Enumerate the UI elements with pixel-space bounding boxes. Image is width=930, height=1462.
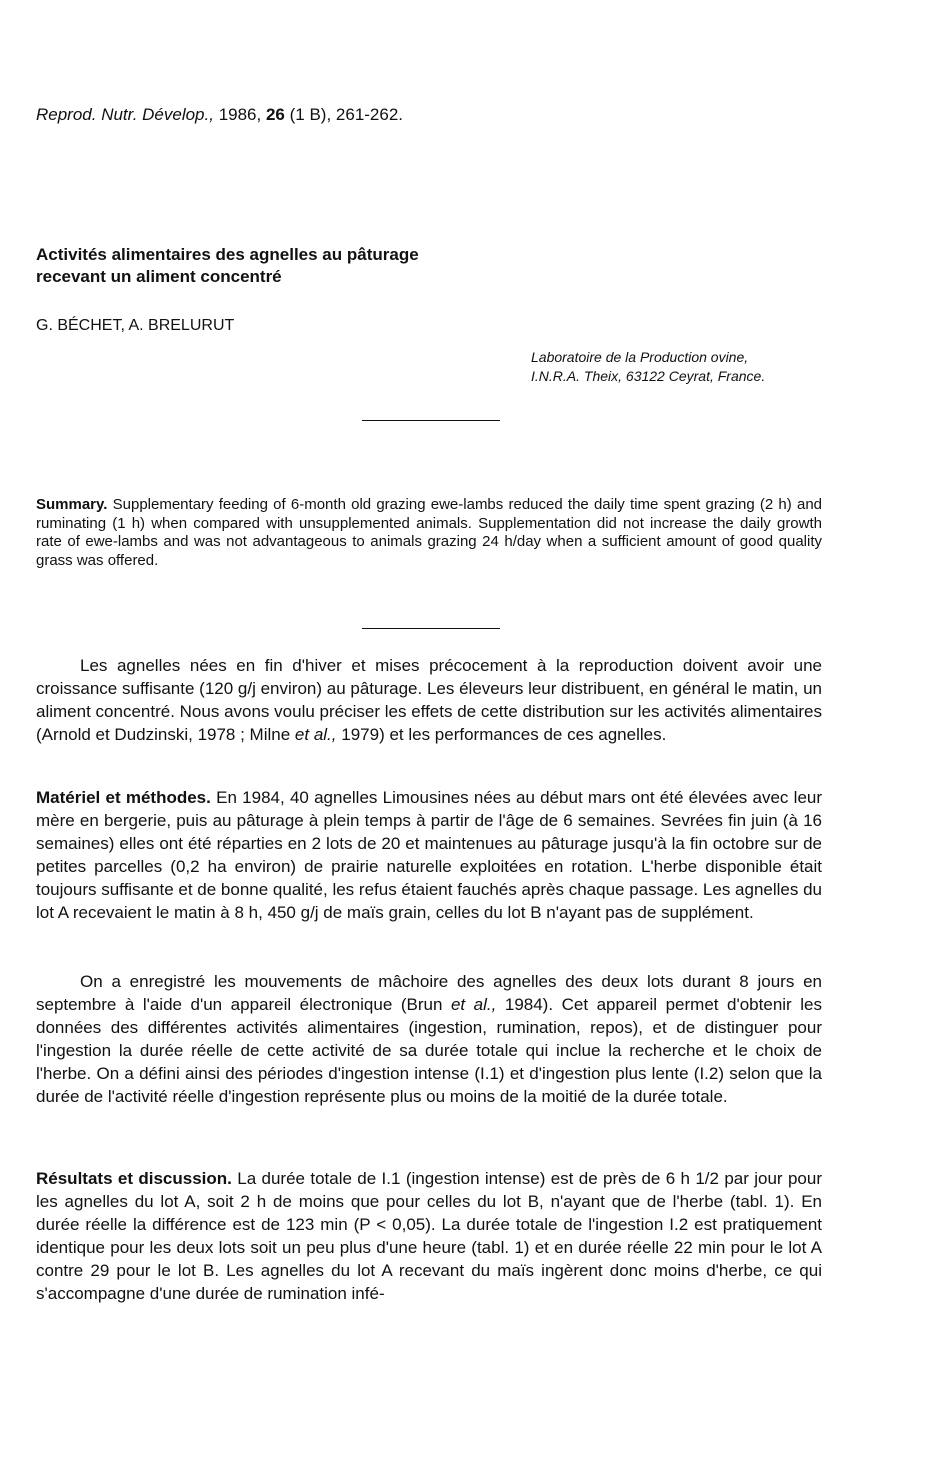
summary-label: Summary. — [36, 496, 108, 513]
results-heading: Résultats et discussion. — [36, 1169, 232, 1188]
methods-heading: Matériel et méthodes. — [36, 788, 211, 807]
methods-para2-etal: et al., — [450, 994, 497, 1014]
citation — [36, 104, 403, 126]
methods-paragraph-2 — [36, 971, 822, 1108]
methods-para2-a: On a enregistré les mouvements de mâchoire des agnelles des deux lots durant 8 jours en septembre à l'aide d'un appareil électronique (Brun — [36, 972, 822, 1014]
title-line-1: Activités alimentaires des agnelles au pâturage — [36, 245, 419, 264]
intro-etal: et al., — [294, 724, 337, 744]
issue-pages: (1 B), 261-262. — [289, 105, 404, 124]
year: 1986, — [218, 105, 262, 124]
intro-text-a: Les agnelles nées en fin d'hiver et mises précocement à la reproduction doivent avoir une croissance suffisante (120 g/j environ) au pâturage. Les éleveurs leur distribuent, en général le matin, un aliment concentré. Nous avons voulu préciser les effets de cette distribution sur les activités alimentaires (Arnold et Dudzinski, 1978 ; Milne — [36, 656, 822, 744]
affiliation-line-1: Laboratoire de la Production ovine, — [531, 349, 749, 365]
summary — [36, 496, 822, 570]
title-line-2: recevant un aliment concentré — [36, 267, 282, 286]
intro-text-b: 1979) et les performances de ces agnelles. — [341, 724, 667, 744]
affiliation — [531, 348, 765, 386]
results-paragraph — [36, 1168, 822, 1305]
affiliation-line-2: I.N.R.A. Theix, 63122 Ceyrat, France. — [531, 368, 766, 384]
divider-top — [362, 420, 500, 421]
results-text: La durée totale de I.1 (ingestion intense) est de près de 6 h 1/2 par jour pour les agnelles du lot A, soit 2 h de moins que pour celles du lot B, n'ayant que de l'herbe (tabl. 1). En durée réelle la différence est de 123 min (P < 0,05). La durée totale de l'ingestion I.2 est pratiquement identique pour les deux lots soit un peu plus d'une heure (tabl. 1) et en durée réelle 22 min pour le lot A contre 29 pour le lot B. Les agnelles du lot A recevant du maïs ingèrent donc moins d'herbe, ce qui s'accompagne d'une durée de rumination infé- — [36, 1169, 822, 1303]
methods-text: En 1984, 40 agnelles Limousines nées au début mars ont été élevées avec leur mère en bergerie, puis au pâturage à plein temps à partir de l'âge de 6 semaines. Sevrées fin juin (à 16 semaines) elles ont été réparties en 2 lots de 20 et maintenues au pâturage jusqu'à la fin octobre sur de petites parcelles (0,2 ha environ) de prairie naturelle exploitées en rotation. L'herbe disponible était toujours suffisante et de bonne qualité, les refus étaient fauchés après chaque passage. Les agnelles du lot A recevaient le matin à 8 h, 450 g/j de maïs grain, celles du lot B n'ayant pas de supplément. — [36, 788, 823, 922]
summary-text: Supplementary feeding of 6-month old grazing ewe-lambs reduced the daily time spent grazing (2 h) and ruminating (1 h) when compared with unsupplemented animals. Supplementation did not increase the daily growth rate of ewe-lambs and was not advantageous to animals grazing 24 h/day when a sufficient amount of good quality grass was offered. — [36, 496, 822, 569]
volume: 26 — [265, 105, 285, 124]
intro-paragraph — [36, 655, 822, 747]
methods-para2-b: 1984). Cet appareil permet d'obtenir les données des différentes activités alimentaires (ingestion, rumination, repos), et de distinguer pour l'ingestion la durée réelle de cette activité de sa durée totale qui inclue la recherche et le choix de l'herbe. On a défini ainsi des périodes d'ingestion intense (I.1) et d'ingestion plus lente (I.2) selon que la durée de l'activité réelle d'ingestion représente plus ou moins de la moitié de la durée totale. — [36, 994, 822, 1106]
article-title — [36, 244, 656, 288]
methods-paragraph — [36, 787, 822, 924]
journal-name: Reprod. Nutr. Dévelop., — [36, 105, 214, 124]
authors: G. BÉCHET, A. BRELURUT — [36, 317, 235, 334]
divider-bottom — [362, 628, 500, 629]
